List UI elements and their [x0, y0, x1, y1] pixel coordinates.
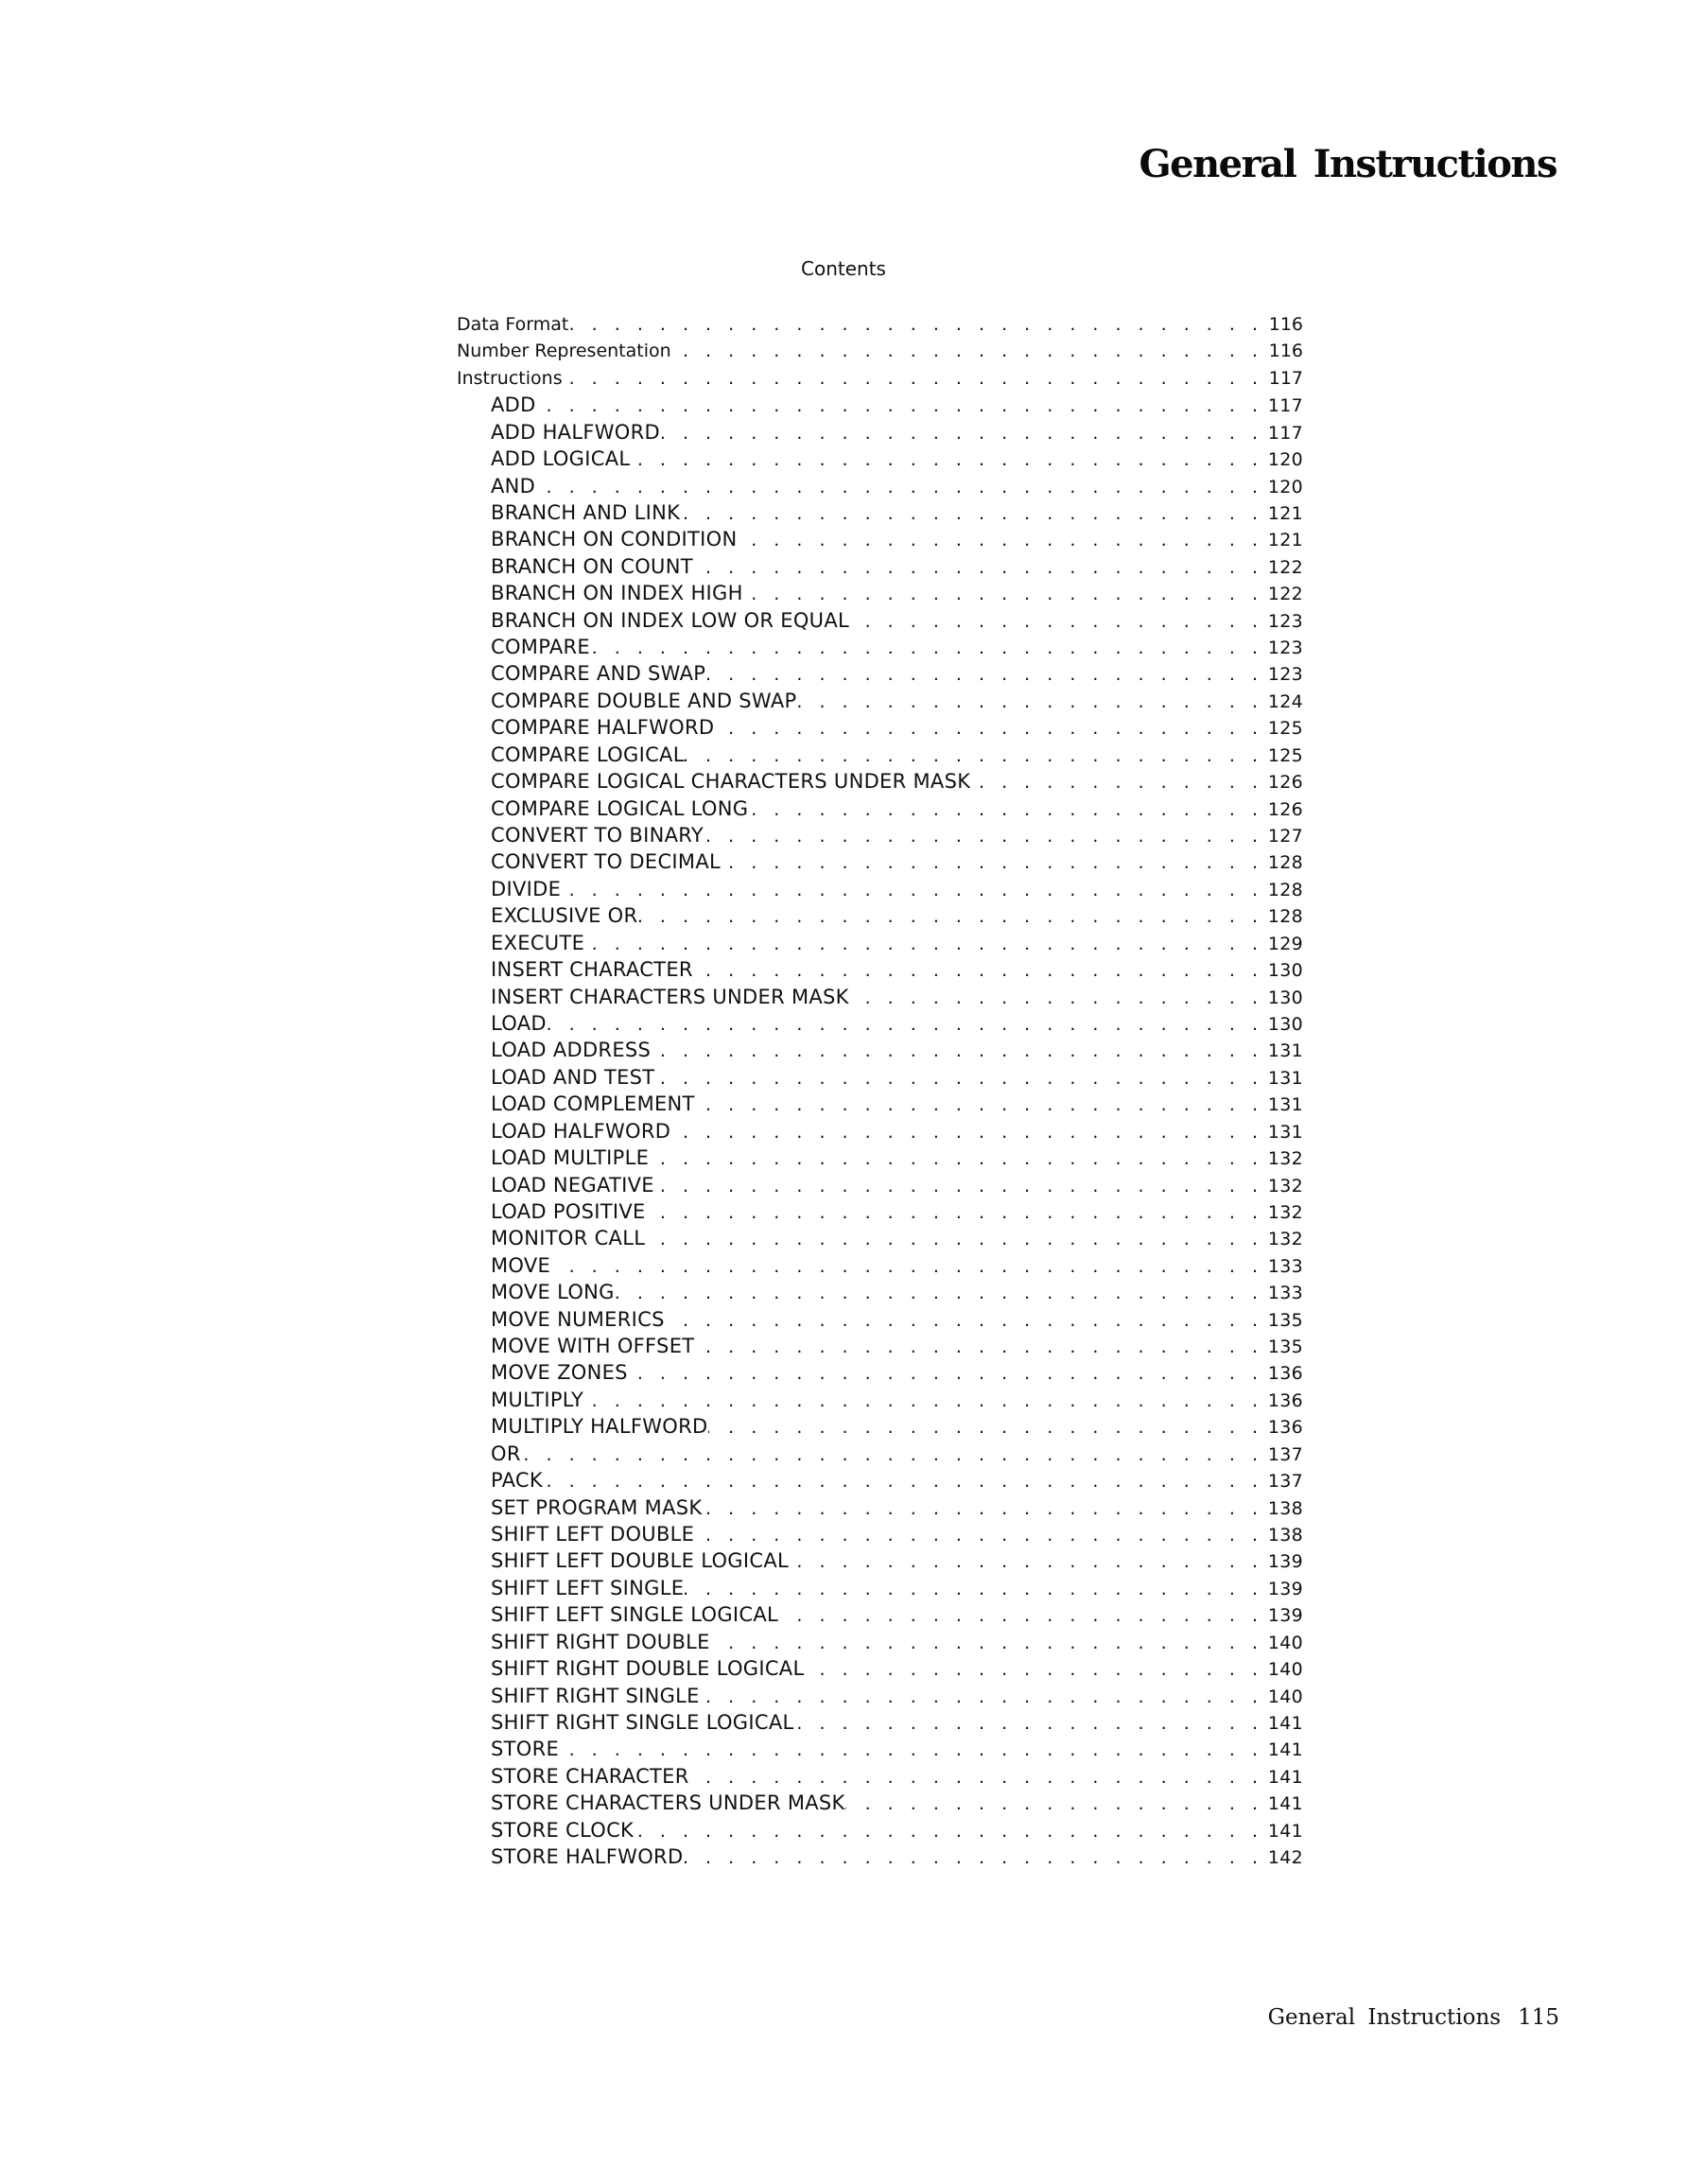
- toc-entry-page: 135: [1267, 1309, 1303, 1331]
- toc-entry-page: 132: [1267, 1148, 1303, 1170]
- chapter-title: General Instructions: [1139, 142, 1557, 186]
- toc-entry-label: SHIFT RIGHT DOUBLE LOGICAL: [491, 1657, 805, 1681]
- toc-entry-page: 116: [1268, 341, 1303, 362]
- toc-entry-label: STORE HALFWORD: [491, 1845, 684, 1869]
- toc-entry: [457, 902, 1303, 929]
- toc-entry-label: EXCLUSIVE OR: [491, 904, 638, 928]
- toc-entry: [457, 768, 1303, 795]
- toc-entry-page: 121: [1267, 502, 1303, 524]
- dot-leader: [568, 311, 1258, 338]
- toc-entry-label: LOAD HALFWORD: [491, 1119, 671, 1143]
- toc-entry-page: 127: [1267, 826, 1303, 847]
- toc-entry-label: Instructions: [457, 367, 563, 389]
- dot-leader: [649, 1145, 1258, 1171]
- toc-entry-label: BRANCH AND LINK: [491, 500, 681, 524]
- toc-entry-label: SET PROGRAM MASK: [491, 1495, 703, 1519]
- toc-entry: [457, 984, 1303, 1010]
- toc-entry-label: LOAD COMPLEMENT: [491, 1092, 695, 1116]
- toc-entry: [457, 956, 1303, 983]
- dot-leader: [651, 1038, 1258, 1063]
- toc-entry: [457, 553, 1303, 580]
- dot-leader: [714, 715, 1258, 741]
- toc-entry-page: 132: [1267, 1229, 1303, 1250]
- toc-entry-page: 116: [1268, 314, 1303, 335]
- toc-entry-label: MULTIPLY: [491, 1388, 584, 1411]
- toc-entry: [457, 419, 1303, 446]
- toc-entry-label: MOVE LONG: [491, 1281, 615, 1304]
- dot-leader: [804, 1656, 1258, 1682]
- toc-entry: [457, 1843, 1303, 1870]
- toc-entry-page: 138: [1267, 1524, 1303, 1546]
- toc-entry-page: 117: [1267, 422, 1303, 444]
- toc-entry-label: SHIFT RIGHT SINGLE: [491, 1684, 700, 1707]
- toc-entry: [457, 1601, 1303, 1628]
- dot-leader: [796, 689, 1258, 714]
- toc-entry-label: INSERT CHARACTERS UNDER MASK: [491, 985, 849, 1008]
- dot-leader: [536, 393, 1258, 418]
- dot-leader: [561, 877, 1258, 902]
- toc-entry-label: LOAD POSITIVE: [491, 1199, 646, 1223]
- toc-entry-page: 126: [1267, 772, 1303, 794]
- dot-leader: [671, 338, 1258, 364]
- dot-leader: [689, 1764, 1258, 1790]
- toc-entry-label: PACK: [491, 1469, 543, 1493]
- dot-leader: [654, 1065, 1258, 1091]
- toc-entry: [457, 1817, 1303, 1843]
- toc-entry-label: LOAD ADDRESS: [491, 1039, 652, 1062]
- toc-entry-label: BRANCH ON INDEX LOW OR EQUAL: [491, 608, 850, 632]
- toc-entry: [457, 1172, 1303, 1198]
- toc-entry-page: 125: [1267, 744, 1303, 766]
- dot-leader: [563, 365, 1258, 392]
- dot-leader: [778, 1602, 1258, 1628]
- toc-entry-label: SHIFT RIGHT DOUBLE: [491, 1630, 710, 1653]
- toc-entry-label: MOVE NUMERICS: [491, 1307, 665, 1331]
- dot-leader: [700, 1684, 1258, 1709]
- dot-leader: [721, 849, 1258, 875]
- toc-entry-label: DIVIDE: [491, 877, 562, 900]
- toc-entry-label: ADD: [491, 393, 536, 417]
- toc-entry: [457, 688, 1303, 714]
- dot-leader: [559, 1737, 1258, 1762]
- dot-leader: [694, 1522, 1258, 1547]
- dot-leader: [693, 554, 1258, 580]
- toc-entry-label: STORE: [491, 1738, 560, 1761]
- toc-entry: [457, 660, 1303, 687]
- dot-leader: [705, 661, 1258, 687]
- toc-entry-page: 141: [1267, 1820, 1303, 1842]
- toc-entry-label: STORE CHARACTER: [491, 1764, 689, 1788]
- toc-entry-page: 136: [1267, 1389, 1303, 1411]
- toc-entry-label: EXECUTE: [491, 931, 585, 954]
- toc-entry: [457, 1010, 1303, 1037]
- toc-entry: [457, 634, 1303, 660]
- toc-entry: [457, 1091, 1303, 1117]
- toc-entry: [457, 848, 1303, 875]
- toc-entry-label: MONITOR CALL: [491, 1227, 646, 1250]
- toc-entry-page: 133: [1267, 1283, 1303, 1304]
- dot-leader: [710, 1630, 1258, 1655]
- dot-leader: [702, 1495, 1258, 1521]
- dot-leader: [794, 1710, 1258, 1736]
- toc-entry-page: 130: [1267, 960, 1303, 982]
- toc-entry: [457, 580, 1303, 606]
- dot-leader: [680, 500, 1258, 526]
- toc-entry: [457, 1279, 1303, 1305]
- dot-leader: [584, 931, 1258, 956]
- toc-entry-page: 131: [1267, 1067, 1303, 1089]
- toc-entry-label: MOVE WITH OFFSET: [491, 1335, 695, 1358]
- toc-entry-page: 136: [1267, 1417, 1303, 1439]
- toc-entry-page: 131: [1267, 1121, 1303, 1143]
- toc-entry: [457, 1629, 1303, 1655]
- toc-entry-page: 128: [1267, 852, 1303, 874]
- toc-entry-label: MOVE: [491, 1253, 551, 1277]
- dot-leader: [685, 743, 1258, 768]
- dot-leader: [970, 769, 1258, 795]
- toc-entry: [457, 1359, 1303, 1386]
- toc-entry-label: BRANCH ON COUNT: [491, 554, 693, 578]
- toc-entry-label: BRANCH ON CONDITION: [491, 528, 738, 551]
- toc-entry: [457, 1467, 1303, 1494]
- toc-entry-label: AND: [491, 474, 536, 498]
- toc-entry: [457, 473, 1303, 499]
- toc-entry-page: 120: [1267, 476, 1303, 498]
- toc-entry-label: COMPARE: [491, 636, 590, 659]
- dot-leader: [845, 1791, 1258, 1816]
- toc-entry-label: COMPARE DOUBLE AND SWAP: [491, 689, 797, 712]
- toc-entry-label: OR: [491, 1441, 521, 1465]
- toc-entry-page: 140: [1267, 1659, 1303, 1681]
- footer-page-number: 115: [1518, 2005, 1559, 2030]
- toc-entry-page: 137: [1267, 1443, 1303, 1465]
- toc-entry-page: 131: [1267, 1094, 1303, 1116]
- toc-entry: [457, 1521, 1303, 1547]
- toc-entry-page: 124: [1267, 690, 1303, 712]
- dot-leader: [646, 1199, 1258, 1225]
- toc-entry-page: 140: [1267, 1686, 1303, 1707]
- dot-leader: [547, 1011, 1258, 1037]
- toc-entry-page: 131: [1267, 1040, 1303, 1062]
- toc-entry-label: STORE CHARACTERS UNDER MASK: [491, 1791, 845, 1815]
- toc-entry-page: 128: [1267, 879, 1303, 900]
- toc-entry-page: 128: [1267, 906, 1303, 928]
- toc-entry: [457, 1736, 1303, 1762]
- toc-entry: [457, 930, 1303, 956]
- toc-entry-page: 130: [1267, 1013, 1303, 1035]
- dot-leader: [543, 1468, 1258, 1494]
- page-footer: [1268, 2005, 1559, 2030]
- toc-entry: [457, 499, 1303, 526]
- toc-entry: [457, 1494, 1303, 1521]
- toc-entry: [457, 1306, 1303, 1333]
- toc-entry: [457, 1413, 1303, 1440]
- dot-leader: [654, 1173, 1258, 1198]
- toc-entry-page: 132: [1267, 1175, 1303, 1197]
- toc-entry: [457, 1064, 1303, 1091]
- dot-leader: [694, 1334, 1258, 1359]
- dot-leader: [748, 796, 1258, 822]
- toc-entry-label: SHIFT LEFT DOUBLE: [491, 1522, 695, 1546]
- toc-entry-page: 142: [1267, 1847, 1303, 1869]
- toc-entry-label: SHIFT RIGHT SINGLE LOGICAL: [491, 1710, 794, 1734]
- toc-entry-page: 120: [1267, 449, 1303, 471]
- toc-entry: [457, 822, 1303, 848]
- toc-entry-page: 141: [1267, 1739, 1303, 1761]
- toc-entry-label: ADD LOGICAL: [491, 447, 631, 471]
- dot-leader: [645, 1226, 1258, 1251]
- toc-entry: [457, 1790, 1303, 1816]
- toc-entry: [457, 714, 1303, 741]
- footer-running-title: General Instructions: [1267, 2005, 1502, 2030]
- toc-entry: [457, 446, 1303, 472]
- toc-entry: [457, 1441, 1303, 1467]
- toc-entry-page: 122: [1267, 584, 1303, 605]
- toc-entry: [457, 311, 1303, 338]
- dot-leader: [789, 1548, 1258, 1574]
- toc-entry: [457, 1198, 1303, 1225]
- toc-entry: [457, 1387, 1303, 1413]
- dot-leader: [849, 985, 1258, 1010]
- toc-entry-page: 121: [1267, 530, 1303, 551]
- toc-entry-page: 123: [1267, 664, 1303, 686]
- toc-entry-label: COMPARE LOGICAL LONG: [491, 796, 749, 820]
- dot-leader: [849, 608, 1258, 634]
- dot-leader: [708, 1414, 1259, 1440]
- dot-leader: [660, 420, 1258, 446]
- toc-entry: [457, 1763, 1303, 1790]
- dot-leader: [665, 1307, 1258, 1333]
- toc-entry-page: 133: [1267, 1255, 1303, 1277]
- toc-entry-page: 129: [1267, 933, 1303, 954]
- toc-entry-page: 132: [1267, 1201, 1303, 1223]
- toc-entry-page: 130: [1267, 987, 1303, 1008]
- toc-entry-page: 139: [1267, 1605, 1303, 1627]
- table-of-contents: [457, 311, 1303, 1870]
- dot-leader: [628, 1360, 1258, 1386]
- toc-entry: [457, 338, 1303, 364]
- dot-leader: [590, 635, 1258, 660]
- toc-entry-label: CONVERT TO BINARY: [491, 824, 704, 847]
- toc-entry-page: 136: [1267, 1363, 1303, 1385]
- toc-entry: [457, 1225, 1303, 1251]
- toc-entry-label: LOAD MULTIPLE: [491, 1146, 650, 1170]
- dot-leader: [634, 1818, 1258, 1843]
- dot-leader: [693, 957, 1258, 983]
- toc-entry: [457, 392, 1303, 418]
- toc-entry-label: MOVE ZONES: [491, 1361, 628, 1385]
- dot-leader: [630, 446, 1258, 472]
- toc-entry-label: LOAD AND TEST: [491, 1065, 655, 1089]
- toc-entry-label: COMPARE HALFWORD: [491, 716, 715, 740]
- toc-entry-label: INSERT CHARACTER: [491, 958, 693, 982]
- toc-entry: [457, 1252, 1303, 1279]
- toc-entry-label: STORE CLOCK: [491, 1818, 635, 1842]
- toc-entry: [457, 1547, 1303, 1574]
- toc-entry-label: SHIFT LEFT SINGLE: [491, 1576, 685, 1599]
- dot-leader: [684, 1576, 1258, 1601]
- dot-leader: [521, 1441, 1258, 1467]
- toc-entry: [457, 365, 1303, 392]
- toc-entry: [457, 1709, 1303, 1736]
- toc-entry: [457, 1575, 1303, 1601]
- toc-entry-page: 141: [1267, 1712, 1303, 1734]
- dot-leader: [695, 1092, 1258, 1117]
- contents-heading: Contents: [801, 257, 886, 280]
- toc-entry: [457, 1683, 1303, 1709]
- dot-leader: [615, 1280, 1258, 1305]
- toc-entry-page: 135: [1267, 1337, 1303, 1358]
- toc-entry-label: MULTIPLY HALFWORD: [491, 1415, 708, 1439]
- toc-entry-page: 117: [1268, 367, 1303, 389]
- toc-entry-page: 141: [1267, 1793, 1303, 1815]
- toc-entry-label: COMPARE LOGICAL: [491, 743, 685, 766]
- dot-leader: [583, 1388, 1258, 1413]
- toc-entry: [457, 1333, 1303, 1359]
- toc-entry-page: 122: [1267, 556, 1303, 578]
- toc-entry-label: LOAD NEGATIVE: [491, 1173, 654, 1197]
- toc-entry-label: ADD HALFWORD: [491, 420, 660, 444]
- toc-entry-page: 140: [1267, 1632, 1303, 1653]
- toc-entry-page: 139: [1267, 1578, 1303, 1599]
- dot-leader: [738, 527, 1259, 552]
- dot-leader: [550, 1253, 1258, 1279]
- toc-entry: [457, 526, 1303, 552]
- toc-entry: [457, 876, 1303, 902]
- toc-entry: [457, 1655, 1303, 1682]
- toc-entry-label: CONVERT TO DECIMAL: [491, 850, 722, 874]
- toc-entry-page: 125: [1267, 718, 1303, 740]
- toc-entry: [457, 1118, 1303, 1144]
- dot-leader: [670, 1119, 1258, 1144]
- toc-entry-page: 141: [1267, 1766, 1303, 1788]
- dot-leader: [637, 903, 1258, 929]
- dot-leader: [743, 581, 1258, 606]
- toc-entry-page: 139: [1267, 1551, 1303, 1573]
- dot-leader: [683, 1844, 1258, 1870]
- toc-entry: [457, 607, 1303, 634]
- toc-entry: [457, 742, 1303, 768]
- toc-entry-page: 126: [1267, 798, 1303, 820]
- toc-entry-label: BRANCH ON INDEX HIGH: [491, 582, 743, 605]
- toc-entry: [457, 795, 1303, 822]
- toc-entry-page: 138: [1267, 1497, 1303, 1519]
- toc-entry-page: 137: [1267, 1471, 1303, 1493]
- dot-leader: [535, 474, 1258, 499]
- toc-entry-label: COMPARE AND SWAP: [491, 662, 706, 686]
- toc-entry: [457, 1144, 1303, 1171]
- toc-entry-label: SHIFT LEFT DOUBLE LOGICAL: [491, 1549, 790, 1573]
- toc-entry-label: Data Format: [457, 314, 569, 335]
- toc-entry-label: COMPARE LOGICAL CHARACTERS UNDER MASK: [491, 770, 971, 794]
- toc-entry-page: 117: [1267, 395, 1303, 417]
- toc-entry: [457, 1037, 1303, 1063]
- toc-entry-page: 123: [1267, 638, 1303, 659]
- toc-entry-label: LOAD: [491, 1011, 547, 1035]
- toc-entry-label: SHIFT LEFT SINGLE LOGICAL: [491, 1603, 779, 1627]
- toc-entry-page: 123: [1267, 610, 1303, 632]
- dot-leader: [704, 823, 1258, 848]
- toc-entry-label: Number Representation: [457, 341, 671, 362]
